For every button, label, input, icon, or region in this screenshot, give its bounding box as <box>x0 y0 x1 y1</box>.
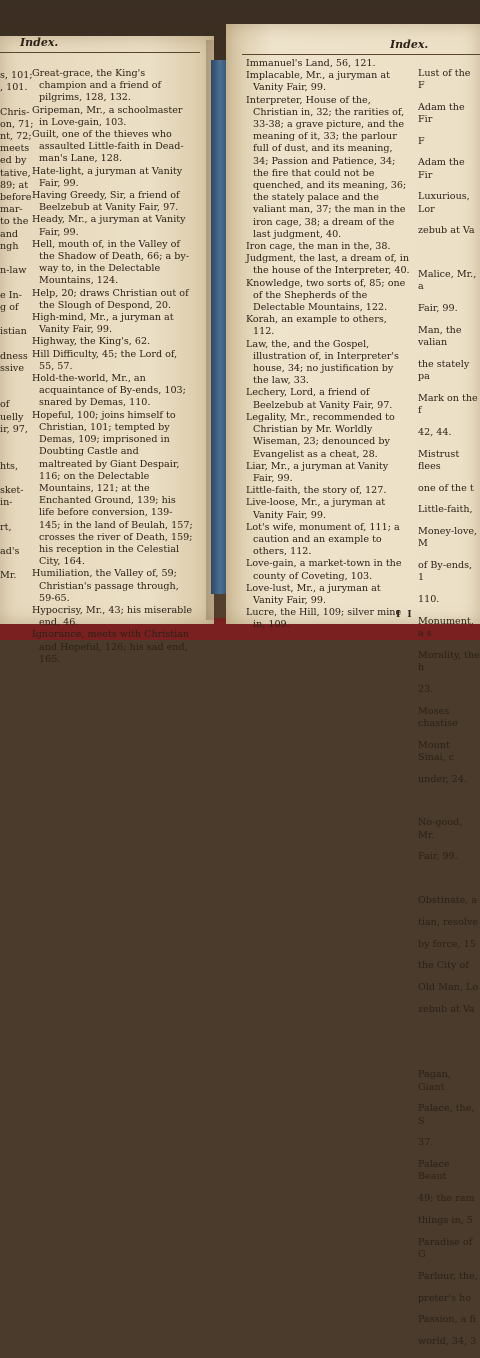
cropped-line-fragment: 37. <box>418 1137 434 1149</box>
cropped-line-fragment: Palace, the, S <box>418 1103 475 1127</box>
cropped-line-fragment <box>0 534 24 546</box>
cropped-line-fragment: Money-love, M <box>418 526 478 550</box>
cropped-line-fragment: istian <box>0 326 27 338</box>
index-entry: Iron cage, the man in the, 38. <box>246 241 391 253</box>
index-entry: Judgment, the last, a dream of, in the house of the Interpreter, 40. <box>246 253 410 277</box>
cropped-line-fragment: before <box>0 192 32 204</box>
cropped-line-fragment: ir, 97, <box>0 423 28 435</box>
cropped-line-fragment <box>418 247 480 259</box>
cropped-line-fragment: world, 34, 3 <box>418 1336 477 1348</box>
cropped-line-fragment: under, 24. <box>418 773 468 785</box>
index-entry: Lucre, the Hill, 109; silver mine in, 109. <box>246 607 402 631</box>
cropped-line-fragment <box>0 94 24 106</box>
cropped-line-fragment: Mark on the f <box>418 392 478 416</box>
cropped-line-fragment: Parlour, the, <box>418 1270 478 1282</box>
index-entry: Hypocrisy, Mr., 43; his miserable end, 46. <box>32 604 193 629</box>
right-page-header: Index. <box>390 38 429 51</box>
cropped-line-fragment: Palace Beaut <box>418 1159 450 1183</box>
index-entry: Love-gain, a market-town in the county of Coveting, 103. <box>246 558 402 582</box>
cropped-line-fragment: and <box>0 228 19 240</box>
index-entry: Korah, an example to others, 112. <box>246 314 387 338</box>
index-entry: Legality, Mr., recommended to Christian by Mr. Worldly Wiseman, 23; denounced by Evangelist as a cheat, 28. <box>246 411 395 460</box>
index-entry: Interpreter, House of the, Christian in, 32; the rarities of, 33-38; a grave picture, and the meaning of it, 33; the parlour full of dust, and its meaning, 34; Passion and Patience, 34; the fire that could not be quenched, and its meaning, 36; the stately palace and the valiant man, 37; the man in the iron cage, 38; a dream of the last judgment, 40. <box>246 94 407 240</box>
cropped-line-fragment: the stately pa <box>418 358 470 382</box>
cropped-line-fragment: things in, 5 <box>418 1214 473 1226</box>
cropped-line-fragment: n-law <box>0 265 27 277</box>
left-entry-column <box>32 68 194 666</box>
cropped-line-fragment <box>0 375 24 387</box>
index-entry: Love-lust, Mr., a juryman at Vanity Fair, 99. <box>246 582 381 606</box>
index-entry: Heady, Mr., a juryman at Vanity Fair, 99. <box>32 214 186 238</box>
index-entry: Guilt, one of the thieves who assaulted Little-faith in Dead-man's Lane, 128. <box>32 129 184 165</box>
cropped-line-fragment: 42, 44. <box>418 426 452 438</box>
cropped-line-fragment: ed by <box>0 155 27 167</box>
cropped-line-fragment: by force, 15 <box>418 938 476 950</box>
cropped-line-fragment: s, 101; <box>0 70 33 81</box>
cropped-line-fragment <box>418 873 480 885</box>
cropped-line-fragment: of <box>0 399 10 411</box>
cropped-line-fragment: Malice, Mr., a <box>418 268 477 293</box>
cropped-line-fragment <box>418 1026 480 1038</box>
right-page <box>226 24 480 1348</box>
cropped-line-fragment <box>0 338 24 350</box>
index-entry: Little-faith, the story of, 127. <box>246 485 387 497</box>
cropped-line-fragment: tian, resolve <box>418 916 479 928</box>
left-fragment-column <box>0 70 34 583</box>
index-entry: Hold-the-world, Mr., an acquaintance of By-ends, 103; snared by Demas, 110. <box>32 373 186 409</box>
cropped-line-fragment: Pagan, Giant <box>418 1069 451 1093</box>
cropped-line-fragment <box>0 509 24 521</box>
cropped-line-fragment: Old Man, Lo <box>418 982 479 994</box>
cropped-line-fragment: Mr. <box>0 570 17 582</box>
index-entry: Great-grace, the King's champion and a friend of pilgrims, 128, 132. <box>32 68 162 104</box>
index-entry: Hopeful, 100; joins himself to Christian, 101; tempted by Demas, 109; imprisoned in Doubting Castle and maltreated by Giant Despair, 116; on the Delectable Mountains, 121; at the Enchanted Ground, 139; his life before conversion, 139-145; in the land of Beulah, 157; crosses the river of Death, 159; his reception in the Celestial City, 164. <box>32 409 193 568</box>
left-page-header: Index. <box>20 36 59 49</box>
cropped-line-fragment: Obstinate, a <box>418 894 478 906</box>
cropped-line-fragment: ngh <box>0 240 19 252</box>
cropped-line-fragment: Luxurious, Lor <box>418 191 470 215</box>
cropped-line-fragment: on, 71; <box>0 118 34 130</box>
cropped-line-fragment: Paradise of G <box>418 1236 473 1260</box>
left-page <box>0 36 214 665</box>
cropped-line-fragment: Mount Sinai, c <box>418 739 455 763</box>
cropped-line-fragment <box>0 277 24 289</box>
cropped-line-fragment: Chris- <box>0 106 30 118</box>
cropped-line-fragment: Man, the valian <box>418 324 462 348</box>
index-entry: Gripeman, Mr., a schoolmaster in Love-gain, 103. <box>32 104 183 128</box>
cropped-line-fragment: of By-ends, 1 <box>418 560 473 584</box>
index-entry: Having Greedy, Sir, a friend of Beelzebub at Vanity Fair, 97. <box>32 190 180 214</box>
index-entry: Knowledge, two sorts of, 85; one of the Shepherds of the Delectable Mountains, 122. <box>246 277 406 314</box>
cropped-line-fragment: one of the t <box>418 482 474 494</box>
signature-mark: I I <box>396 610 414 620</box>
cropped-line-fragment: Fair, 99. <box>418 302 458 314</box>
cropped-line-fragment: Morality, the h <box>418 649 480 674</box>
cropped-line-fragment: mar- <box>0 204 23 216</box>
cropped-line-fragment: dness <box>0 350 28 362</box>
index-entry: Hill Difficulty, 45; the Lord of, 55, 57. <box>32 348 178 372</box>
cropped-line-fragment: 23. <box>418 683 434 695</box>
cropped-line-fragment <box>0 558 24 570</box>
cropped-line-fragment: Lust of the F <box>418 67 471 91</box>
right-fragment-column <box>418 58 480 1358</box>
index-entry: Hell, mouth of, in the Valley of the Shadow of Death, 66; a by-way to, in the Delectable Mountains, 124. <box>32 238 190 287</box>
index-entry: Highway, the King's, 62. <box>32 336 151 348</box>
index-entry: Immanuel's Land, 56, 121. <box>246 58 376 69</box>
cropped-line-fragment: Passion, a fi <box>418 1314 476 1326</box>
cropped-line-fragment: Adam the Fir <box>418 157 465 181</box>
cropped-line-fragment <box>0 436 24 448</box>
right-entry-column <box>246 58 410 632</box>
cropped-line-fragment: Moses chastise <box>418 705 458 729</box>
cropped-line-fragment: preter's ho <box>418 1292 472 1304</box>
cropped-line-fragment: No-good, Mr. <box>418 817 463 841</box>
cropped-line-fragment <box>0 253 24 265</box>
cropped-line-fragment: Monument, a s <box>418 615 474 640</box>
cropped-line-fragment: ssive <box>0 362 25 374</box>
cropped-line-fragment <box>418 1048 480 1060</box>
cropped-line-fragment: Fair, 99. <box>418 851 458 863</box>
cropped-line-fragment: 49; the ram <box>418 1193 475 1205</box>
left-header-rule <box>0 52 200 53</box>
cropped-line-fragment: zebub at Va <box>418 225 475 237</box>
index-entry: Help, 20; draws Christian out of the Slough of Despond, 20. <box>32 287 189 311</box>
cropped-line-fragment <box>0 387 24 399</box>
index-entry: Implacable, Mr., a juryman at Vanity Fair, 99. <box>246 70 390 94</box>
index-entry: Ignorance, meets with Christian and Hopeful, 126; his sad end, 165. <box>32 629 190 665</box>
index-entry: Lechery, Lord, a friend of Beelzebub at Vanity Fair, 97. <box>246 387 393 411</box>
cropped-line-fragment: zebub at Va <box>418 1003 475 1015</box>
cropped-line-fragment: the City of <box>418 960 469 972</box>
cropped-line-fragment: Mistrust flees <box>418 448 460 472</box>
cropped-line-fragment: meets <box>0 143 30 155</box>
cropped-line-fragment: Adam the Fir <box>418 101 465 125</box>
index-entry: Law, the, and the Gospel, illustration of, in Interpreter's house, 34; no justification by the law, 33. <box>246 338 399 387</box>
cropped-line-fragment: to the <box>0 216 29 228</box>
cropped-line-fragment: tative, <box>0 167 31 179</box>
cropped-line-fragment: in- <box>0 497 13 509</box>
index-entry: High-mind, Mr., a juryman at Vanity Fair, 99. <box>32 312 174 336</box>
cropped-line-fragment: 110. <box>418 594 440 606</box>
cropped-line-fragment: sket- <box>0 484 24 496</box>
cropped-line-fragment <box>0 448 24 460</box>
index-entry: Liar, Mr., a juryman at Vanity Fair, 99. <box>246 460 389 484</box>
index-entry: Humiliation, the Valley of, 59; Christian's passage through, 59-65. <box>32 568 179 604</box>
cropped-line-fragment: rt, <box>0 521 12 533</box>
cropped-line-fragment: , 101. <box>0 82 28 94</box>
cropped-line-fragment: 89; at <box>0 179 29 191</box>
cropped-line-fragment: hts, <box>0 460 19 472</box>
right-header-rule <box>242 54 480 55</box>
cropped-line-fragment: g of <box>0 301 19 313</box>
cropped-line-fragment: uelly <box>0 411 24 423</box>
cropped-line-fragment <box>418 796 480 808</box>
index-entry: Lot's wife, monument of, 111; a caution and an example to others, 112. <box>246 521 400 558</box>
index-entry: Live-loose, Mr., a juryman at Vanity Fair, 99. <box>246 497 386 521</box>
cropped-line-fragment: nt, 72; <box>0 131 32 143</box>
cropped-line-fragment: ad's <box>0 545 20 557</box>
cropped-line-fragment <box>0 473 24 485</box>
cropped-line-fragment: e In- <box>0 289 22 301</box>
cropped-line-fragment <box>0 314 24 326</box>
cropped-line-fragment: Little-faith, <box>418 504 473 516</box>
index-entry: Hate-light, a juryman at Vanity Fair, 99. <box>32 165 183 189</box>
cropped-line-fragment: F <box>418 135 425 147</box>
